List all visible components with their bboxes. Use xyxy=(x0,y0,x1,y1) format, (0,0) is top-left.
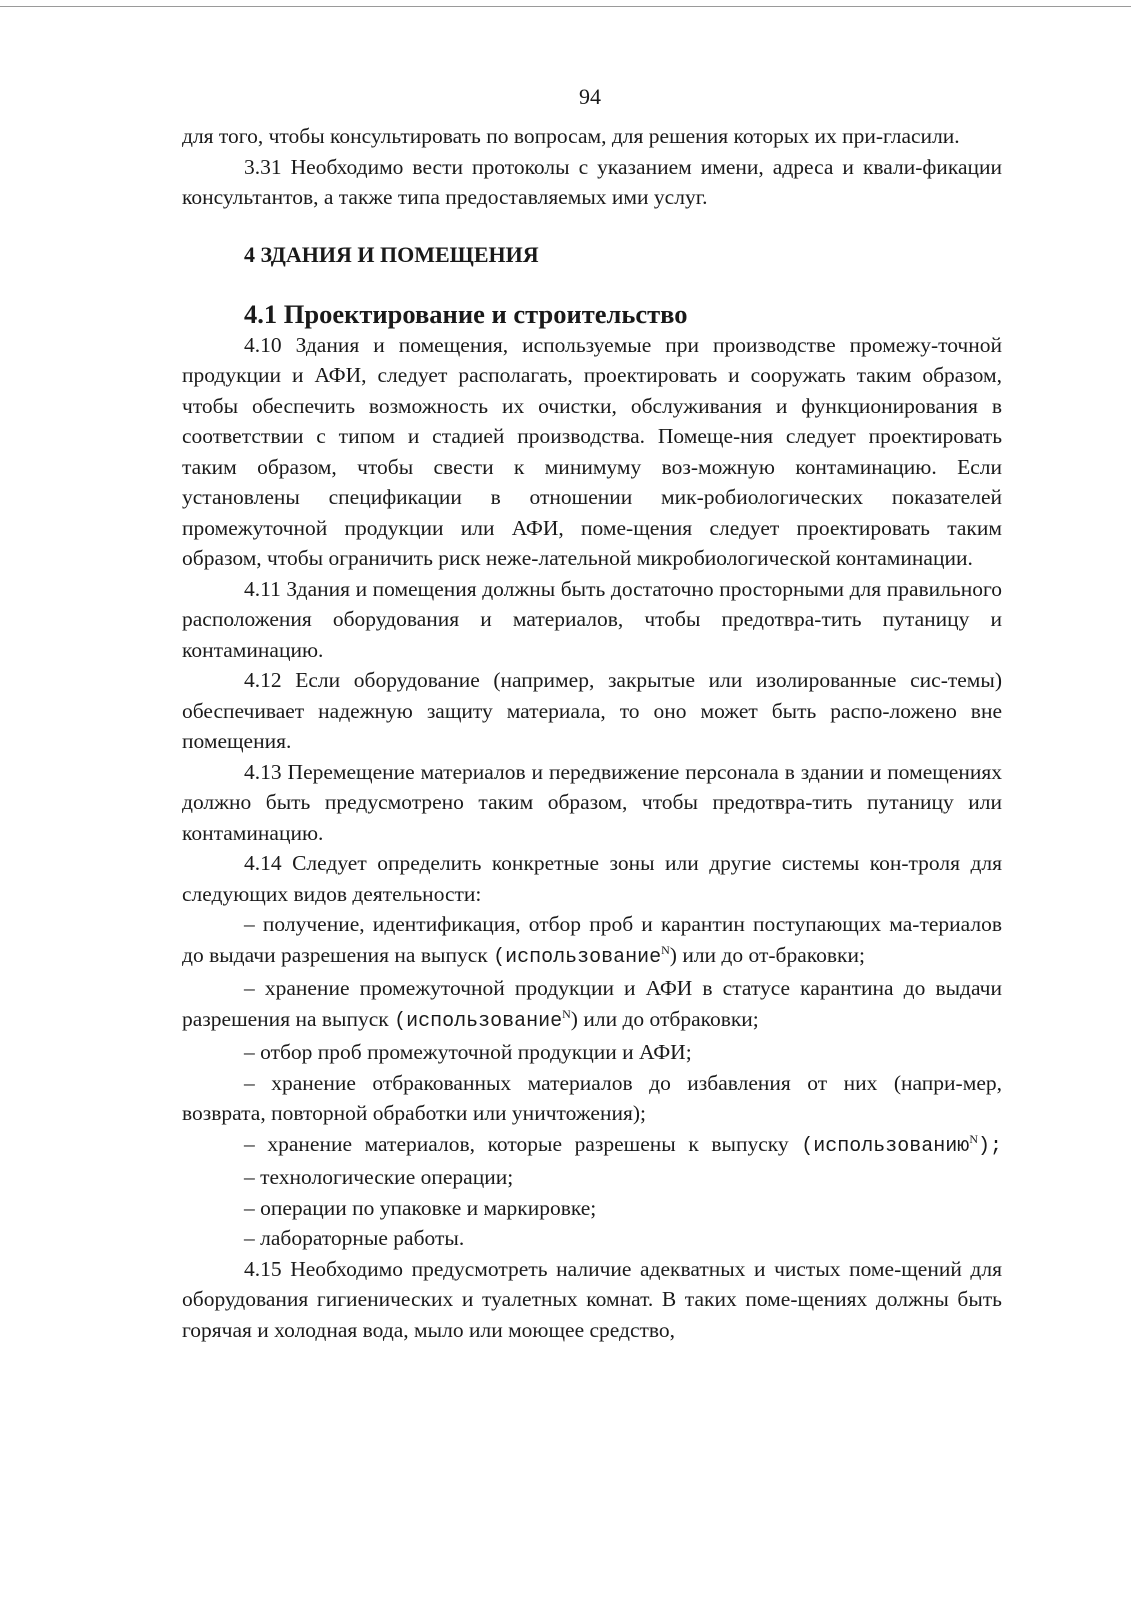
paragraph-4-12: 4.12 Если оборудование (например, закрытые или изолированные сис-темы) обеспечивает надежную защиту материала, то оно может быть распо-ложено вне помещения. xyxy=(182,668,1002,753)
list-item-sampling: – отбор проб промежуточной продукции и АФИ; xyxy=(244,1040,692,1064)
footnote-marker: N xyxy=(661,942,670,957)
list-item-process-operations: – технологические операции; xyxy=(244,1165,514,1189)
list-item-laboratory: – лабораторные работы. xyxy=(244,1226,465,1250)
subsection-heading-4-1: 4.1 Проектирование и строительство xyxy=(244,298,688,329)
footnote-marker: N xyxy=(969,1131,978,1146)
paragraph-4-10: 4.10 Здания и помещения, используемые при производстве промежу-точной продукции и АФИ, следует располагать, проектировать и сооружать таким образом, чтобы обеспечить возможность их очистки, обслуживания и функционирования в соответствии с типом и стадией производства. Помеще-ния следует проектировать таким образом, чтобы свести к минимуму воз-можную контаминацию. Если установлены спецификации в отношении мик-робиологических показателей промежуточной продукции или АФИ, поме-щения следует проектировать таким образом, чтобы ограничить риск нежe-лательной микробиологической контаминации. xyxy=(182,332,1002,570)
list-item-rejected-storage: – хранение отбракованных материалов до избавления от них (напри-мер, возврата, повторной обработки или уничтожения); xyxy=(182,1070,1002,1125)
list-item-text-tail: ); xyxy=(977,1134,1002,1158)
list-item-mono-term: (использование xyxy=(394,1009,563,1033)
paragraph-3-31: 3.31 Необходимо вести протоколы с указанием имени, адреса и квали-фикации консультантов, а также типа предоставляемых ими услуг. xyxy=(182,154,1002,209)
list-item-text-tail: ) или до от-браковки; xyxy=(669,942,865,967)
list-item-text-tail: ) или до отбраковки; xyxy=(570,1006,759,1031)
page-content xyxy=(182,121,1002,1345)
list-item-text: – хранение промежуточной продукции и АФИ в статусе карантина до выдачи разрешения на выпуск xyxy=(182,976,1002,1031)
list-item-released-storage xyxy=(182,1129,1002,1163)
section-heading-4: 4 ЗДАНИЯ И ПОМЕЩЕНИЯ xyxy=(244,241,539,267)
top-border-rule xyxy=(0,6,1131,7)
list-item-packaging: – операции по упаковке и маркировке; xyxy=(244,1195,597,1220)
list-item-text: – получение, идентификация, отбор проб и карантин поступающих ма-териалов до выдачи разрешения на выпуск xyxy=(182,912,1002,967)
paragraph-4-15: 4.15 Необходимо предусмотреть наличие адекватных и чистых поме-щений для оборудования гигиенических и туалетных комнат. В таких поме-щениях должны быть горячая и холодная вода, мыло или моющее средство, xyxy=(182,1256,1002,1342)
list-item-text: – хранение материалов, которые разрешены к выпуску xyxy=(244,1131,789,1156)
paragraph-4-11: 4.11 Здания и помещения должны быть достаточно просторными для правильного расположения оборудования и материалов, чтобы предотвра-тить путаницу и контаминацию. xyxy=(182,576,1002,662)
page-number: 94 xyxy=(579,84,601,109)
list-item-receiving xyxy=(182,909,1002,973)
footnote-marker: N xyxy=(562,1006,571,1021)
paragraph-4-13: 4.13 Перемещение материалов и передвижение персонала в здании и помещениях должно быть предусмотрено таким образом, чтобы предотвра-тить путаницу или контаминацию. xyxy=(182,759,1002,845)
list-item-mono-term: (использованию xyxy=(801,1134,970,1158)
list-item-storage-quarantine xyxy=(182,973,1002,1037)
paragraph-continuation: для того, чтобы консультировать по вопросам, для решения которых их при-гласили. xyxy=(182,124,960,148)
paragraph-4-14: 4.14 Следует определить конкретные зоны или другие системы кон-троля для следующих видов деятельности: xyxy=(182,851,1002,906)
list-item-mono-term: (использование xyxy=(493,945,662,969)
